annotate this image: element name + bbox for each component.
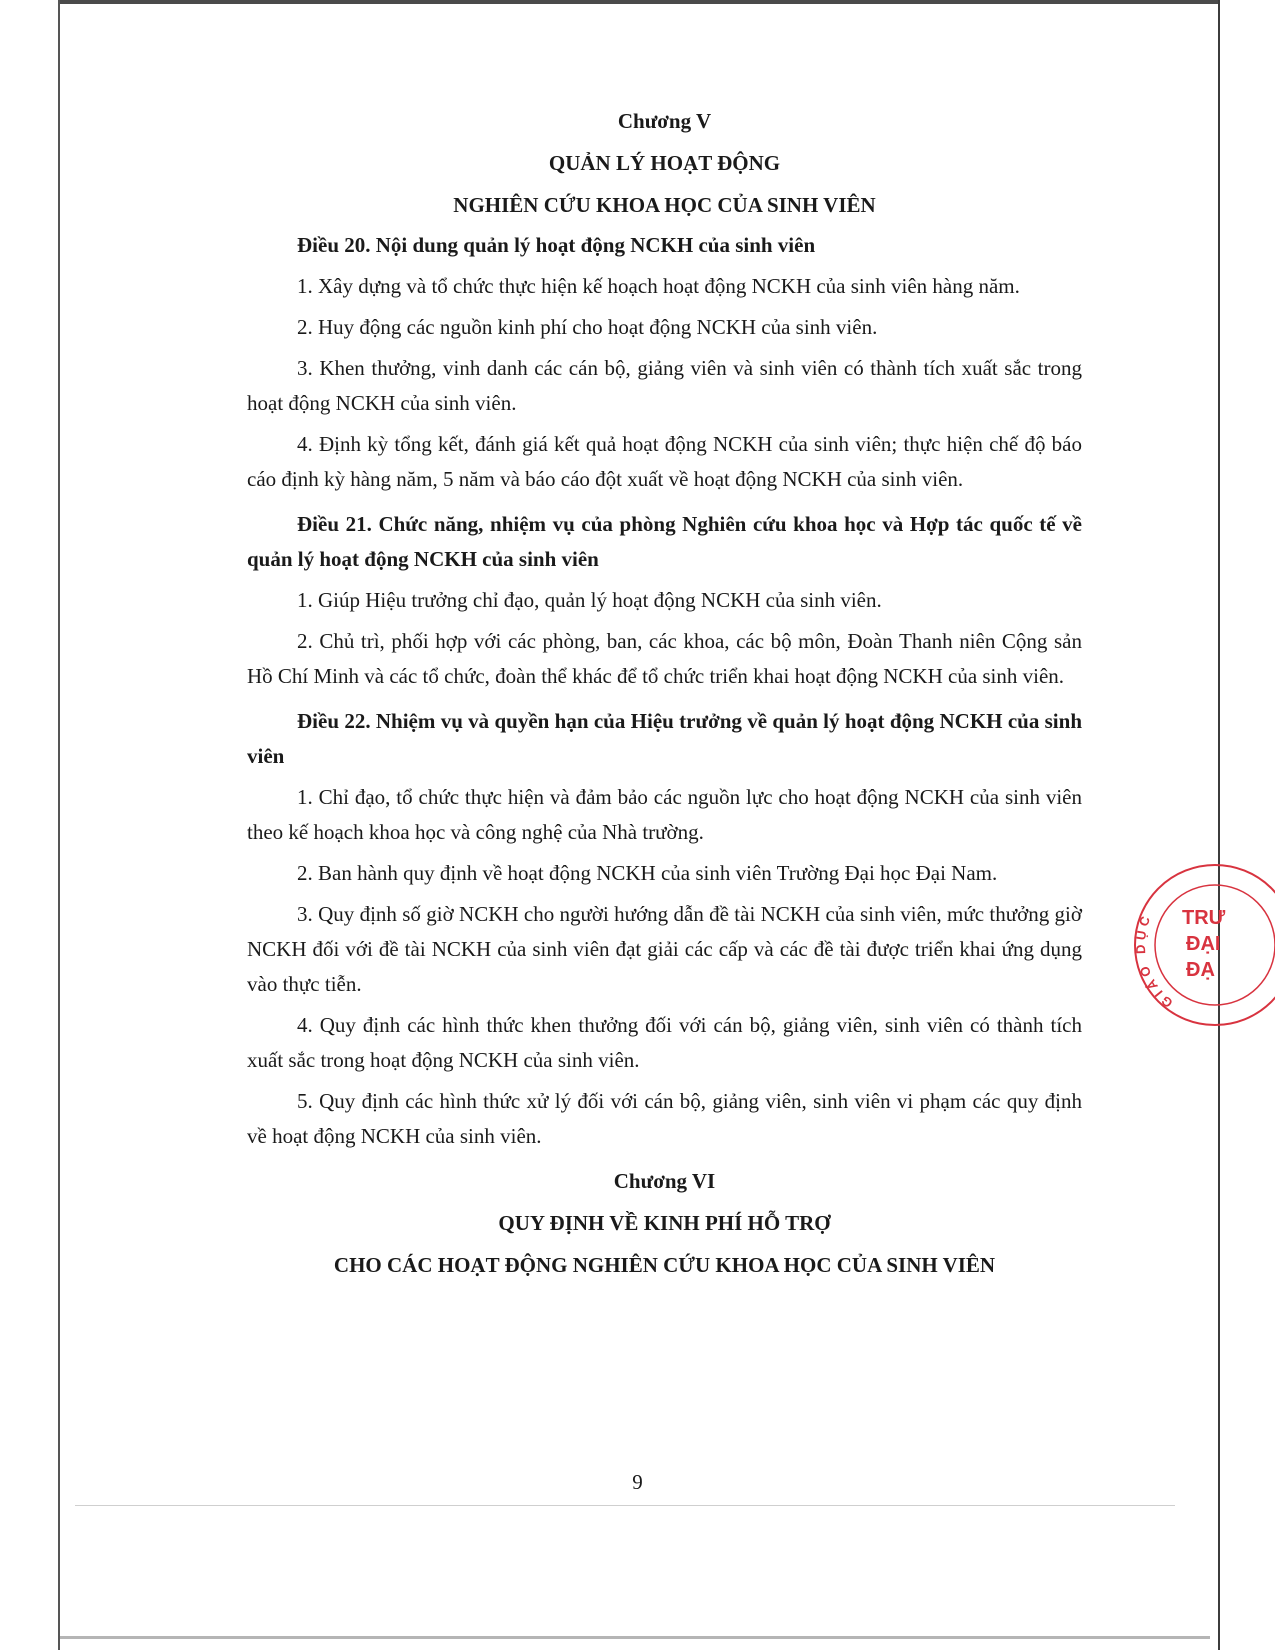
chapter-5-title-line-2: NGHIÊN CỨU KHOA HỌC CỦA SINH VIÊN: [453, 193, 876, 217]
seal-line-2: ĐẠI: [1186, 933, 1221, 955]
article-22-item-4: 4. Quy định các hình thức khen thưởng đối với cán bộ, giảng viên, sinh viên có thành tích xuất sắc trong hoạt động NCKH của sinh viên.: [247, 1013, 1082, 1072]
scan-edge-bottom: [60, 1636, 1210, 1639]
seal-line-3: ĐẠ: [1186, 959, 1215, 981]
article-21-heading: Điều 21. Chức năng, nhiệm vụ của phòng Nghiên cứu khoa học và Hợp tác quốc tế về quản lý hoạt động NCKH của sinh viên: [247, 512, 1082, 571]
article-20-item-4: 4. Định kỳ tổng kết, đánh giá kết quả hoạt động NCKH của sinh viên; thực hiện chế độ báo cáo định kỳ hàng năm, 5 năm và báo cáo đột xuất về hoạt động NCKH của sinh viên.: [247, 432, 1082, 491]
article-21-item-2: 2. Chủ trì, phối hợp với các phòng, ban, các khoa, các bộ môn, Đoàn Thanh niên Cộng sản Hồ Chí Minh và các tổ chức, đoàn thể khác để tổ chức triển khai hoạt động NCKH của sinh viên.: [247, 629, 1082, 688]
seal-ring-text: GIÁO DỤC: [1132, 910, 1176, 1011]
article-20-item-2: 2. Huy động các nguồn kinh phí cho hoạt động NCKH của sinh viên.: [297, 315, 878, 339]
svg-text:GIÁO DỤC: [1133, 911, 1176, 1011]
page-number: 9: [632, 1470, 643, 1494]
chapter-5-title-line-1: QUẢN LÝ HOẠT ĐỘNG: [548, 151, 781, 175]
seal-line-1: TRƯ: [1182, 907, 1226, 929]
chapter-6-title-line-1: QUY ĐỊNH VỀ KINH PHÍ HỖ TRỢ: [498, 1211, 831, 1235]
article-20-item-3: 3. Khen thưởng, vinh danh các cán bộ, giảng viên và sinh viên có thành tích xuất sắc trong hoạt động NCKH của sinh viên.: [247, 356, 1082, 415]
scan-edge-top: [60, 0, 1220, 4]
article-22-heading: Điều 22. Nhiệm vụ và quyền hạn của Hiệu trưởng về quản lý hoạt động NCKH của sinh viên: [247, 709, 1082, 768]
document-body: [247, 108, 1082, 1278]
article-22-item-5: 5. Quy định các hình thức xử lý đối với cán bộ, giảng viên, sinh viên vi phạm các quy định về hoạt động NCKH của sinh viên.: [247, 1089, 1082, 1148]
chapter-5-label: Chương V: [617, 109, 712, 133]
article-21-item-1: 1. Giúp Hiệu trưởng chỉ đạo, quản lý hoạt động NCKH của sinh viên.: [297, 588, 882, 612]
footer-divider: [75, 1505, 1175, 1506]
chapter-6-label: Chương VI: [613, 1169, 716, 1193]
article-22-item-3: 3. Quy định số giờ NCKH cho người hướng dẫn đề tài NCKH của sinh viên, mức thưởng giờ NCKH đối với đề tài NCKH của sinh viên đạt giải các cấp và các đề tài được triển khai ứng dụng vào thực tiễn.: [247, 902, 1082, 996]
official-seal-stamp: [1130, 860, 1275, 1030]
article-20-item-1: 1. Xây dựng và tổ chức thực hiện kế hoạch hoạt động NCKH của sinh viên hàng năm.: [297, 274, 1020, 298]
article-20-heading: Điều 20. Nội dung quản lý hoạt động NCKH của sinh viên: [297, 233, 816, 257]
article-22-item-2: 2. Ban hành quy định về hoạt động NCKH của sinh viên Trường Đại học Đại Nam.: [297, 861, 998, 885]
scan-edge-right: [1218, 0, 1220, 1650]
scan-edge-left: [58, 0, 60, 1650]
chapter-6-title-line-2: CHO CÁC HOẠT ĐỘNG NGHIÊN CỨU KHOA HỌC CỦA SINH VIÊN: [333, 1253, 996, 1277]
article-22-item-1: 1. Chỉ đạo, tổ chức thực hiện và đảm bảo các nguồn lực cho hoạt động NCKH của sinh viên theo kế hoạch khoa học và công nghệ của Nhà trường.: [247, 785, 1082, 844]
